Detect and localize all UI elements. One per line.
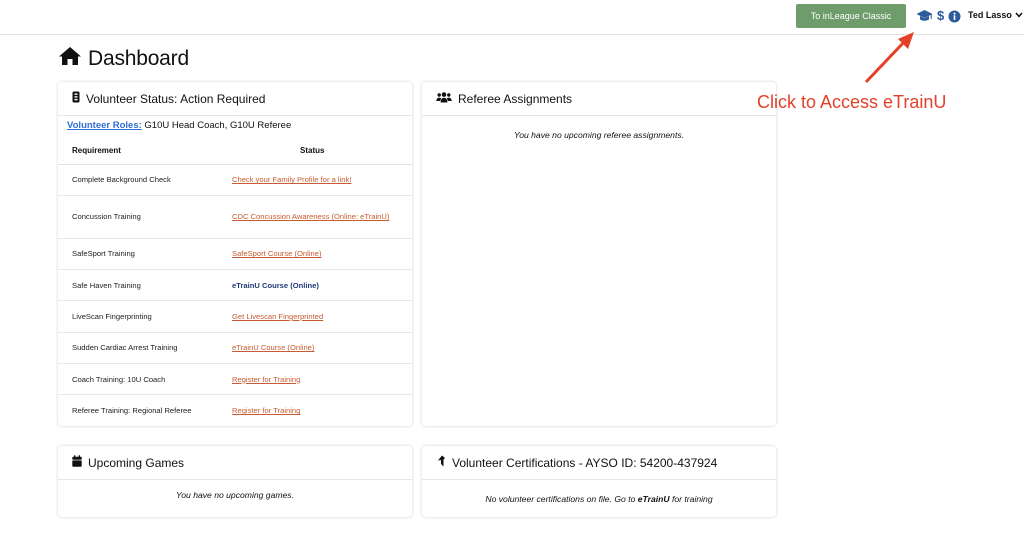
volunteer-roles-value: G10U Head Coach, G10U Referee (144, 120, 292, 131)
volunteer-certifications-card (422, 446, 776, 517)
table-row (58, 195, 412, 238)
info-icon[interactable] (948, 10, 961, 23)
volunteer-status-header (58, 82, 412, 116)
referee-training-register-link[interactable]: Register for Training (232, 406, 301, 416)
volunteer-roles-line (67, 120, 291, 131)
safe-haven-course-link[interactable]: eTrainU Course (Online) (232, 280, 319, 290)
annotation-arrow-icon (860, 30, 920, 86)
home-icon (58, 46, 82, 71)
safesport-course-link[interactable]: SafeSport Course (Online) (232, 249, 322, 259)
to-inleague-classic-button[interactable]: To inLeague Classic (796, 4, 906, 28)
referee-empty-message: You have no upcoming referee assignments. (513, 130, 685, 140)
referee-assignments-card (422, 82, 776, 426)
referee-assignments-title: Referee Assignments (458, 91, 573, 106)
volunteer-status-card (58, 82, 412, 426)
table-row (58, 363, 412, 394)
top-icon-group (916, 8, 961, 24)
table-row (58, 395, 412, 426)
page-title-text: Dashboard (88, 46, 189, 70)
requirement-cell: Sudden Cardiac Arrest Training (58, 332, 222, 363)
etrainu-link[interactable]: eTrainU (637, 494, 670, 504)
graduation-cap-icon[interactable] (916, 9, 933, 23)
status-column-header: Status (222, 138, 412, 164)
certifications-empty-prefix: No volunteer certifications on file. Go to (485, 494, 638, 504)
concussion-course-link[interactable]: CDC Concussion Awareness (Online: eTrainU) (232, 212, 390, 222)
coach-training-register-link[interactable]: Register for Training (232, 374, 301, 384)
cardiac-arrest-course-link[interactable]: eTrainU Course (Online) (232, 343, 315, 353)
background-check-link[interactable]: Check your Family Profile for a link! (232, 175, 352, 185)
table-row (58, 164, 412, 195)
requirement-cell: LiveScan Fingerprinting (58, 301, 222, 332)
table-row (58, 270, 412, 301)
volunteer-status-title: Volunteer Status: Action Required (86, 91, 266, 106)
referee-assignments-header (422, 82, 776, 116)
games-empty-message: You have no upcoming games. (175, 490, 294, 500)
badge-icon (72, 90, 80, 108)
dollar-icon[interactable]: $ (937, 8, 945, 23)
requirement-cell: Coach Training: 10U Coach (58, 363, 222, 394)
requirement-cell: Safe Haven Training (58, 270, 222, 301)
volunteer-certifications-title: Volunteer Certifications - AYSO ID: 54200-437924 (452, 455, 718, 470)
certificate-icon (436, 454, 446, 472)
requirements-table (58, 138, 412, 426)
users-icon (436, 90, 452, 108)
table-row (58, 301, 412, 332)
requirement-cell: Concussion Training (58, 195, 222, 238)
chevron-down-icon (1015, 10, 1023, 20)
calendar-icon (72, 454, 82, 472)
certifications-empty-message (422, 494, 776, 504)
upcoming-games-title: Upcoming Games (88, 455, 185, 470)
requirement-cell: Referee Training: Regional Referee (72, 406, 192, 416)
table-row (58, 332, 412, 363)
upcoming-games-card (58, 446, 412, 517)
upcoming-games-header (58, 446, 412, 480)
volunteer-certifications-header (422, 446, 776, 480)
volunteer-roles-link[interactable]: Volunteer Roles: (67, 120, 142, 131)
requirement-column-header: Requirement (58, 138, 222, 164)
user-name: Ted Lasso (968, 10, 1012, 20)
requirement-cell: Complete Background Check (58, 164, 222, 195)
page-title (58, 46, 189, 71)
certifications-empty-suffix: for training (669, 494, 713, 504)
user-menu[interactable] (968, 10, 1023, 20)
annotation-text: Click to Access eTrainU (757, 92, 947, 112)
livescan-link[interactable]: Get Livescan Fingerprinted (232, 312, 324, 322)
table-row (58, 238, 412, 269)
requirement-cell: SafeSport Training (58, 238, 222, 269)
